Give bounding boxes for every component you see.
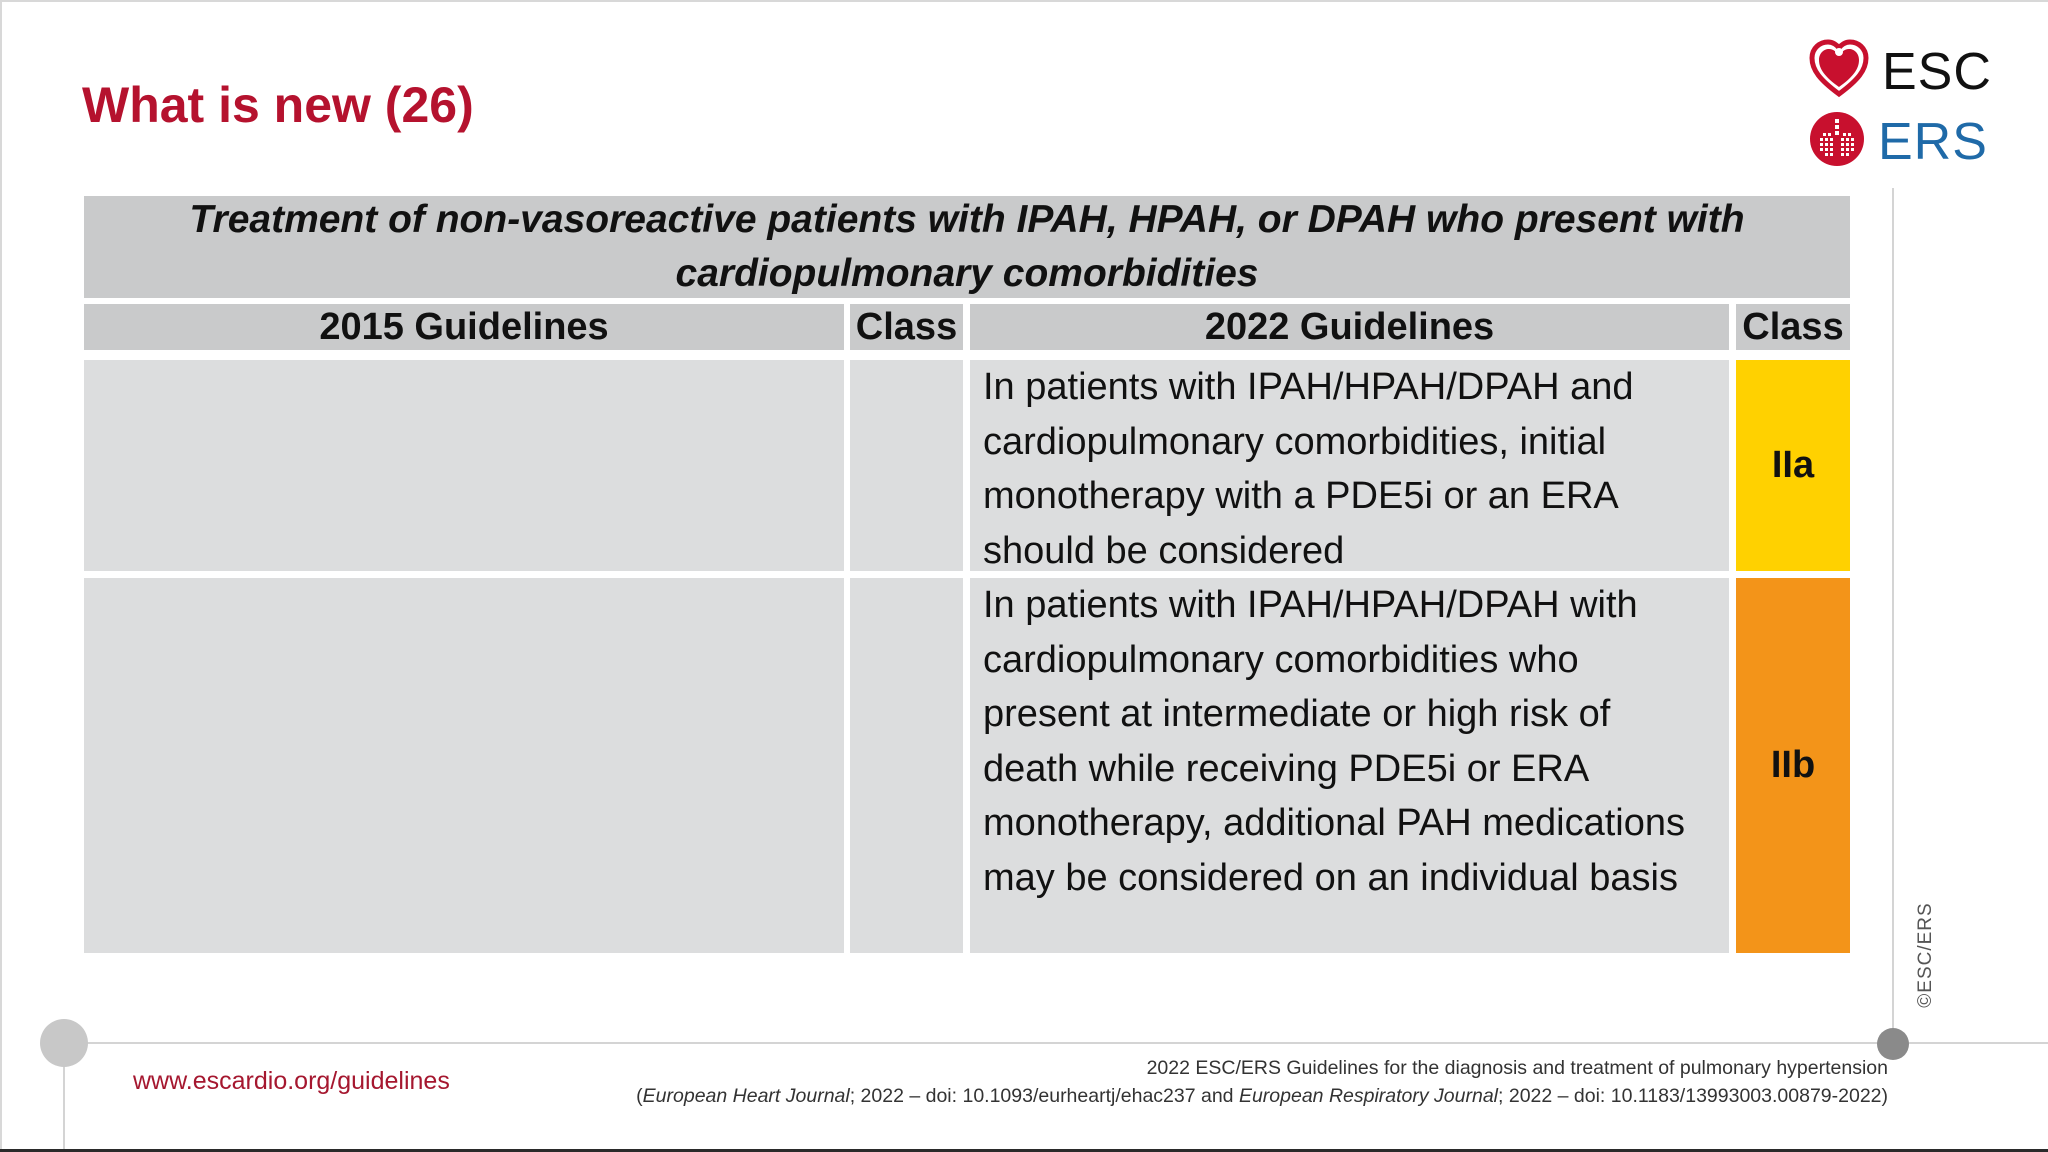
row1-2022-guideline: In patients with IPAH/HPAH/DPAH and cardiopulmonary comorbidities, initial monotherapy with a PDE5i or an ERA should be considered [970,360,1729,571]
citation-journal-erj: European Respiratory Journal [1238,1085,1499,1107]
citation-references [636,1085,1888,1108]
column-header-class-2022: Class [1736,304,1850,350]
esc-logo-text: ESC [1882,42,1992,101]
decorative-dot-left [40,1019,88,1067]
row1-2022-class-badge: IIa [1736,360,1850,571]
table-caption: Treatment of non-vasoreactive patients with IPAH, HPAH, or DPAH who present with cardiopulmonary comorbidities [84,196,1850,298]
citation-doi-erj: ; 2022 – doi: 10.1183/13993003.00879-2022) [1498,1085,1888,1107]
column-header-2022-guidelines: 2022 Guidelines [970,304,1729,350]
citation-journal-ehj: European Heart Journal [642,1085,850,1107]
decorative-vertical-rule-right [1892,188,1894,1044]
ers-logo-text: ERS [1878,112,1988,171]
slide-title: What is new (26) [82,77,474,133]
row2-2022-guideline: In patients with IPAH/HPAH/DPAH with cardiopulmonary comorbidities who present at intermediate or high risk of death while receiving PDE5i or ERA monotherapy, additional PAH medications may be considered on an individual basis [970,578,1729,953]
footer-divider [64,1042,2048,1044]
column-header-2015-guidelines: 2015 Guidelines [84,304,844,350]
slide-frame-top [0,0,2048,2]
column-header-class-2015: Class [850,304,963,350]
row2-2015-guideline [84,578,844,953]
citation-title: 2022 ESC/ERS Guidelines for the diagnosis and treatment of pulmonary hypertension [1146,1057,1888,1079]
citation-doi-ehj: ; 2022 – doi: 10.1093/eurheartj/ehac237 and [849,1085,1239,1107]
esc-logo [1808,38,1992,105]
row1-2015-class [850,360,963,571]
row2-2022-class-badge: IIb [1736,578,1850,953]
decorative-dot-right [1877,1028,1909,1060]
row2-2015-class [850,578,963,953]
lungs-icon [1808,110,1866,173]
heart-icon [1808,38,1870,105]
slide-frame-left [0,0,2,1152]
guidelines-link[interactable]: www.escardio.org/guidelines [133,1067,450,1095]
citation-open-paren: ( [636,1085,643,1107]
ers-logo [1808,110,1988,173]
row1-2015-guideline [84,360,844,571]
copyright-label: ©ESC/ERS [1915,902,1936,1008]
